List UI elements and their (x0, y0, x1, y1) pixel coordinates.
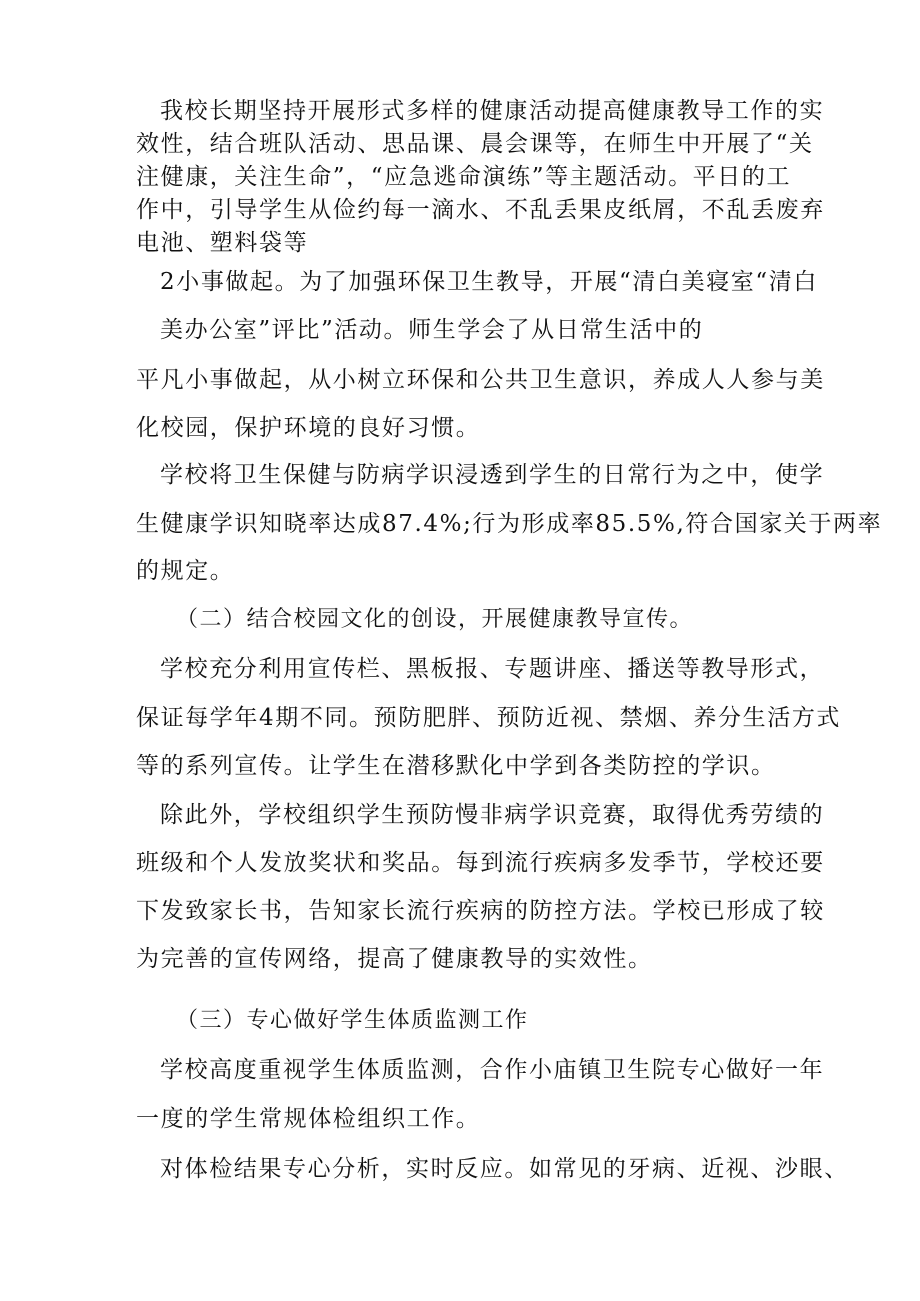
text-line: 等的系列宣传。让学生在潜移默化中学到各类防控的学识。 (136, 753, 776, 779)
text-line: 化校园，保护环境的良好习惯。 (136, 415, 481, 441)
text-line: 保证每学年4期不同。预防肥胖、预防近视、禁烟、养分生活方式 (136, 705, 842, 731)
text-line: 的规定。 (136, 558, 235, 584)
text-line: 为完善的宣传网络，提高了健康教导的实效性。 (136, 946, 653, 972)
text-line: 下发致家长书，告知家长流行疾病的防控方法。学校已形成了较 (136, 898, 825, 924)
text-line: 除此外，学校组织学生预防慢非病学识竞赛，取得优秀劳绩的 (160, 802, 825, 828)
text-line: 电池、塑料袋等 (136, 230, 309, 256)
text-line: 注健康，关注生命”，“应急逃命演练”等主题活动。平日的工 (136, 164, 792, 190)
text-line: 效性，结合班队活动、思品课、晨会课等，在师生中开展了“关 (136, 131, 814, 157)
text-line: 我校长期坚持开展形式多样的健康活动提高健康教导工作的实 (160, 98, 825, 124)
text-line: 2小事做起。为了加强环保卫生教导，开展“清白美寝室“清白 (160, 269, 818, 295)
text-line: 生健康学识知晓率达成87.4%;行为形成率85.5%,符合国家关于两率 (136, 511, 883, 537)
text-line: 作中，引导学生从俭约每一滴水、不乱丢果皮纸屑，不乱丢废弃 (136, 197, 825, 223)
text-line: 班级和个人发放奖状和奖品。每到流行疾病多发季节，学校还要 (136, 850, 825, 876)
text-line: 平凡小事做起，从小树立环保和公共卫生意识，养成人人参与美 (136, 367, 825, 393)
text-line: 一度的学生常规体检组织工作。 (136, 1106, 481, 1132)
text-line: 对体检结果专心分析，实时反应。如常见的牙病、近视、沙眼、 (160, 1156, 849, 1182)
text-line: 学校充分利用宣传栏、黑板报、专题讲座、播送等教导形式， (160, 656, 825, 682)
text-line: 学校将卫生保健与防病学识浸透到学生的日常行为之中，使学 (160, 462, 825, 488)
text-line: 美办公室”评比”活动。师生学会了从日常生活中的 (160, 317, 704, 343)
section-heading: （二）结合校园文化的创设，开展健康教导宣传。 (176, 607, 694, 632)
text-line: 学校高度重视学生体质监测，合作小庙镇卫生院专心做好一年 (160, 1057, 825, 1083)
section-heading: （三）专心做好学生体质监测工作 (176, 1008, 529, 1033)
